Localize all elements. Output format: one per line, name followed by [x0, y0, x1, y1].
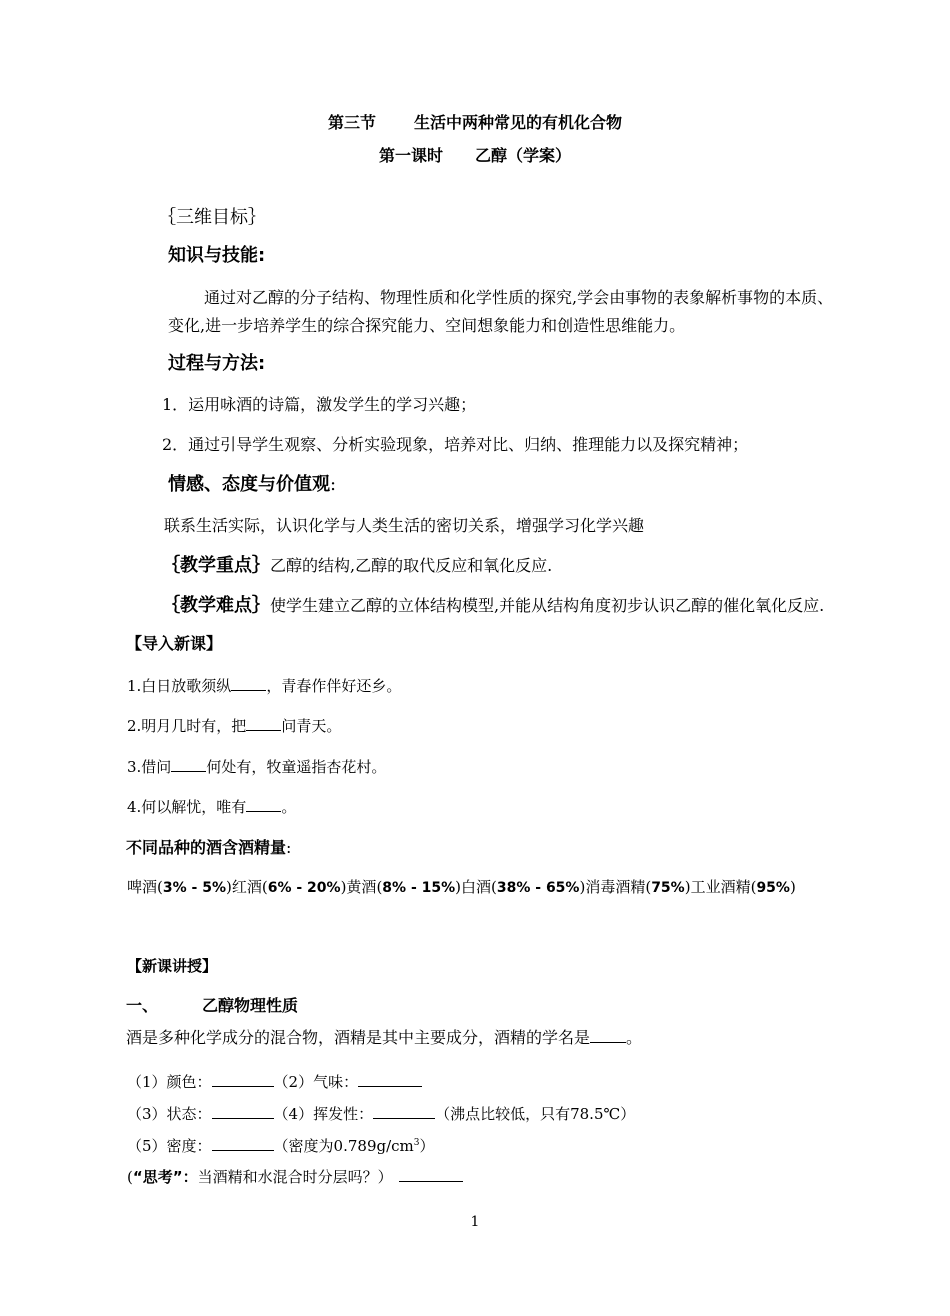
alcohol-item: 白酒(38% - 65%): [461, 878, 586, 896]
difficulties-text: 使学生建立乙醇的立体结构模型,并能从结构角度初步认识乙醇的催化氧化反应.: [270, 596, 825, 615]
poem-line-3: [127, 756, 386, 777]
new-lesson-heading: 【新课讲授】: [127, 957, 218, 975]
intro-heading: 【导入新课】: [126, 634, 223, 653]
property-row-2: [127, 1103, 635, 1124]
smell-label: （2）气味：: [273, 1073, 359, 1091]
section-one-number: 一、: [126, 996, 159, 1015]
smell-blank[interactable]: [358, 1071, 422, 1087]
property-row-1: [127, 1071, 422, 1092]
think-blank[interactable]: [399, 1166, 463, 1182]
emotion-heading: [168, 470, 336, 496]
density-note-close: ）: [419, 1137, 435, 1155]
knowledge-text-line1: 通过对乙醇的分子结构、物理性质和化学性质的探究,学会由事物的表象解析事物的本质、: [204, 288, 834, 307]
goals-heading: ｛三维目标｝: [158, 207, 266, 228]
poem-3-text-b: 何处有，牧童遥指杏花村。: [206, 758, 387, 776]
poem-line-2: [127, 715, 341, 736]
poem-4-text-a: 4.何以解忧，唯有: [127, 798, 247, 816]
emotion-text: 联系生活实际，认识化学与人类生活的密切关系，增强学习化学兴趣: [164, 516, 645, 535]
poem-4-text-b: 。: [281, 798, 297, 816]
color-blank[interactable]: [212, 1071, 274, 1087]
knowledge-text-line2: 变化,进一步培养学生的综合探究能力、空间想象能力和创造性思维能力。: [168, 316, 686, 335]
section-number: 第三节: [327, 113, 376, 132]
poem-3-text-a: 3.借问: [127, 758, 172, 776]
alcohol-item: 啤酒(3% - 5%): [127, 878, 232, 896]
section-one-intro-text: 酒是多种化学成分的混合物，酒精是其中主要成分，酒精的学名是: [126, 1028, 591, 1047]
page-subtitle: [0, 143, 950, 166]
property-row-3: [127, 1135, 435, 1156]
lesson-title: 乙醇（学案）: [475, 146, 572, 165]
key-points-text: 乙醇的结构,乙醇的取代反应和氧化反应.: [270, 556, 553, 575]
think-open-paren: (: [127, 1168, 133, 1186]
poem-line-4: [127, 796, 296, 817]
alcohol-item: 黄酒(8% - 15%): [346, 878, 461, 896]
process-item-1: 1．运用咏酒的诗篇，激发学生的学习兴趣；: [162, 395, 477, 414]
poem-1-text-a: 1.白日放歌须纵: [127, 677, 232, 695]
poem-2-blank[interactable]: [246, 715, 281, 731]
poem-4-blank[interactable]: [246, 796, 281, 812]
alcohol-content-list: [127, 876, 796, 897]
emotion-heading-text: 情感、态度与价值观: [168, 474, 330, 495]
process-heading: 过程与方法:: [168, 353, 266, 374]
poem-2-text-a: 2.明月几时有，把: [127, 717, 247, 735]
density-note: （密度为0.789g/cm: [273, 1137, 414, 1155]
section-one-heading: [126, 993, 298, 1016]
difficulties: [162, 591, 824, 617]
section-title: 生活中两种常见的有机化合物: [414, 113, 623, 132]
state-blank[interactable]: [212, 1103, 274, 1119]
knowledge-heading: 知识与技能:: [168, 245, 266, 266]
poem-1-text-b: ，青春作伴好还乡。: [266, 677, 402, 695]
alcohol-item: 消毒酒精(75%): [585, 878, 691, 896]
volatility-blank[interactable]: [373, 1103, 435, 1119]
volatility-label: （4）挥发性：: [273, 1105, 374, 1123]
page-title: [0, 110, 950, 133]
density-unit-exponent: 3: [413, 1138, 420, 1148]
boiling-point-note: （沸点比较低，只有78.5℃）: [435, 1105, 636, 1123]
think-label: “思考”：: [132, 1168, 198, 1186]
emotion-heading-colon: :: [330, 474, 337, 495]
alcohol-item: 工业酒精(95%): [690, 878, 796, 896]
color-label: （1）颜色：: [127, 1073, 212, 1091]
key-points-label: ｛教学重点｝: [162, 555, 270, 576]
alcohol-heading-text: 不同品种的酒含酒精量: [126, 838, 287, 857]
density-blank[interactable]: [212, 1135, 274, 1151]
page-number: 1: [470, 1214, 480, 1230]
key-points: [162, 551, 552, 577]
process-item-2: 2．通过引导学生观察、分析实验现象，培养对比、归纳、推理能力以及探究精神；: [162, 435, 749, 454]
alcohol-item: 红酒(6% - 20%): [231, 878, 347, 896]
lesson-number: 第一课时: [378, 146, 443, 165]
alcohol-heading: [126, 835, 291, 858]
think-text: 当酒精和水混合时分层吗？）: [197, 1168, 393, 1186]
density-label: （5）密度：: [127, 1137, 212, 1155]
poem-line-1: [127, 675, 401, 696]
think-question: [127, 1166, 463, 1187]
alcohol-heading-colon: :: [286, 838, 292, 857]
section-one-intro: [126, 1025, 642, 1048]
difficulties-label: ｛教学难点｝: [162, 595, 270, 616]
alcohol-name-blank[interactable]: [590, 1027, 626, 1043]
poem-1-blank[interactable]: [231, 675, 266, 691]
poem-3-blank[interactable]: [171, 756, 206, 772]
section-one-intro-end: 。: [626, 1028, 643, 1047]
section-one-title: 乙醇物理性质: [202, 996, 299, 1015]
state-label: （3）状态：: [127, 1105, 212, 1123]
poem-2-text-b: 问青天。: [281, 717, 342, 735]
